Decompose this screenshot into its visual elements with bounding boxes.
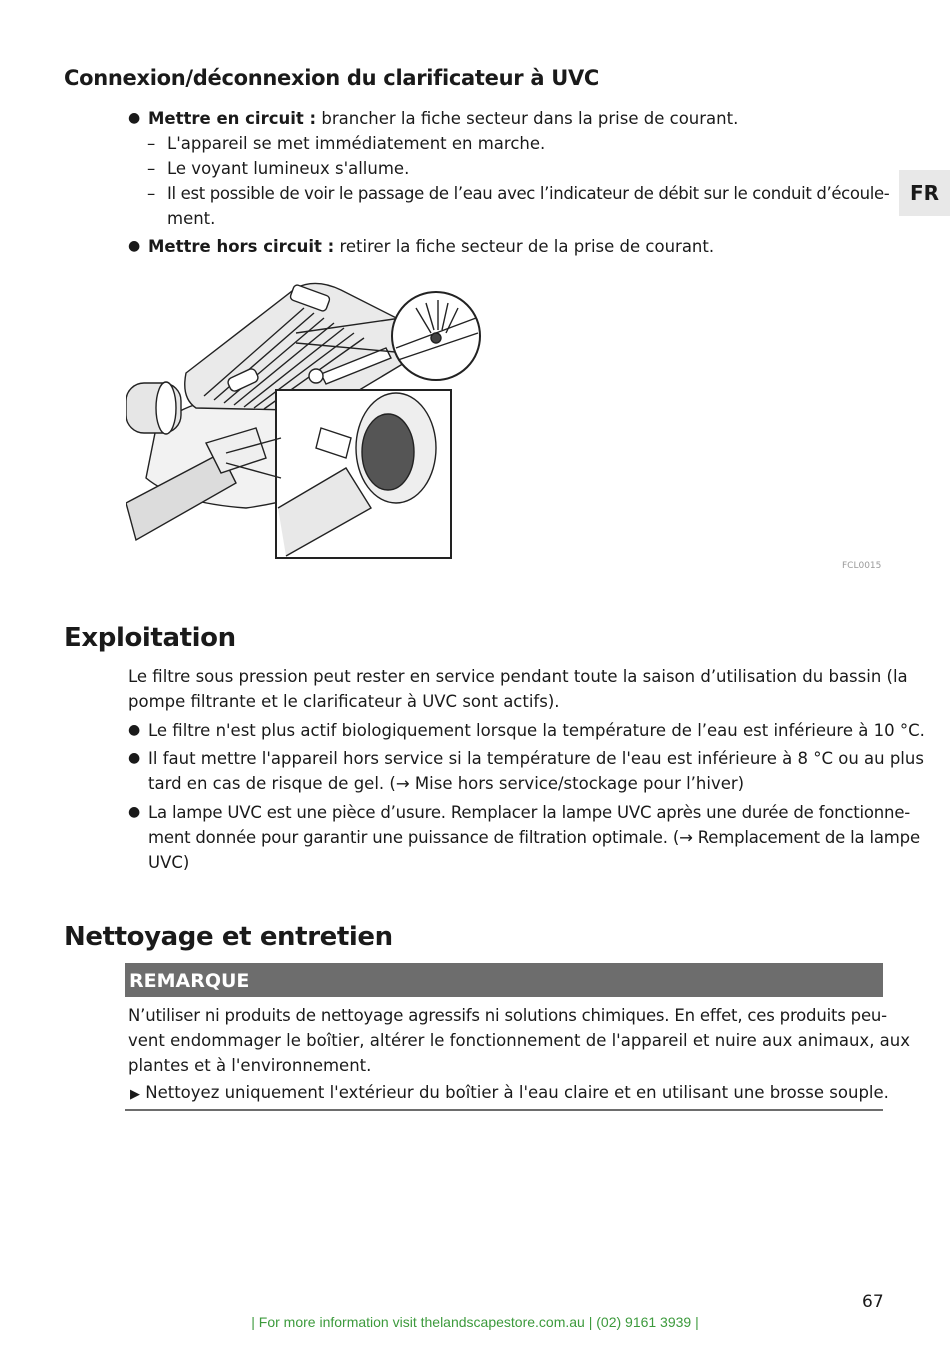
list-item-text: La lampe UVC est une pièce d’usure. Remplacer la lampe UVC après une durée de fonctionne- xyxy=(148,803,911,822)
uvc-clarifier-illustration xyxy=(126,278,486,563)
list-item-text: Il faut mettre l'appareil hors service si la température de l'eau est inférieure à 8 °C ou au plus xyxy=(148,749,924,768)
bullet-icon: ● xyxy=(128,750,141,766)
list-item-text: Le filtre n'est plus actif biologiquement lorsque la température de l’eau est inférieure à 10 °C. xyxy=(148,721,925,740)
operation-intro-line: Le filtre sous pression peut rester en service pendant toute la saison d’utilisation du bassin (la xyxy=(128,667,908,686)
bullet-icon: ● xyxy=(128,110,141,126)
notice-header: REMARQUE xyxy=(125,963,883,997)
list-item-text: tard en cas de risque de gel. (→ Mise hors service/stockage pour l’hiver) xyxy=(148,774,745,793)
bullet-icon: ● xyxy=(128,722,141,738)
notice-text-line: plantes et à l'environnement. xyxy=(128,1056,372,1075)
figure-code: FCL0015 xyxy=(842,561,882,571)
notice-text-line: vent endommager le boîtier, altérer le fonctionnement de l'appareil et nuire aux animaux, aux xyxy=(128,1031,911,1050)
triangle-right-icon: ▶ xyxy=(130,1087,140,1102)
dash-text: Le voyant lumineux s'allume. xyxy=(167,159,410,178)
section-title-operation: Exploitation xyxy=(64,623,236,653)
page-number: 67 xyxy=(862,1292,884,1312)
dash-text: Il est possible de voir le passage de l’eau avec l’indicateur de débit sur le conduit d’écoule- xyxy=(167,184,890,203)
bullet-icon: ● xyxy=(128,238,141,254)
notice-text-line: N’utiliser ni produits de nettoyage agressifs ni solutions chimiques. En effet, ces produits peu- xyxy=(128,1006,887,1025)
switch-off-text: retirer la fiche secteur de la prise de courant. xyxy=(334,237,715,256)
dash-text: L'appareil se met immédiatement en marche. xyxy=(167,134,546,153)
dash-text-continued: ment. xyxy=(167,209,216,228)
switch-on-text: brancher la fiche secteur dans la prise de courant. xyxy=(316,109,739,128)
bullet-icon: ● xyxy=(128,804,141,820)
notice-action-text: Nettoyez uniquement l'extérieur du boîtier à l'eau claire et en utilisant une brosse souple. xyxy=(145,1083,889,1102)
list-item-text: UVC) xyxy=(148,853,190,872)
operation-intro-line: pompe filtrante et le clarificateur à UVC sont actifs). xyxy=(128,692,560,711)
section-title-connection: Connexion/déconnexion du clarificateur à UVC xyxy=(64,66,600,90)
footer-link[interactable]: | For more information visit thelandscapestore.com.au | (02) 9161 3939 | xyxy=(251,1314,699,1330)
notice-divider xyxy=(125,1109,883,1111)
list-item-text: ment donnée pour garantir une puissance de filtration optimale. (→ Remplacement de la lampe xyxy=(148,828,920,847)
section-title-cleaning: Nettoyage et entretien xyxy=(64,922,393,952)
notice-action xyxy=(130,1080,889,1107)
switch-off-label: Mettre hors circuit : xyxy=(148,237,335,256)
language-tab: FR xyxy=(899,170,950,216)
switch-on-label: Mettre en circuit : xyxy=(148,109,317,128)
